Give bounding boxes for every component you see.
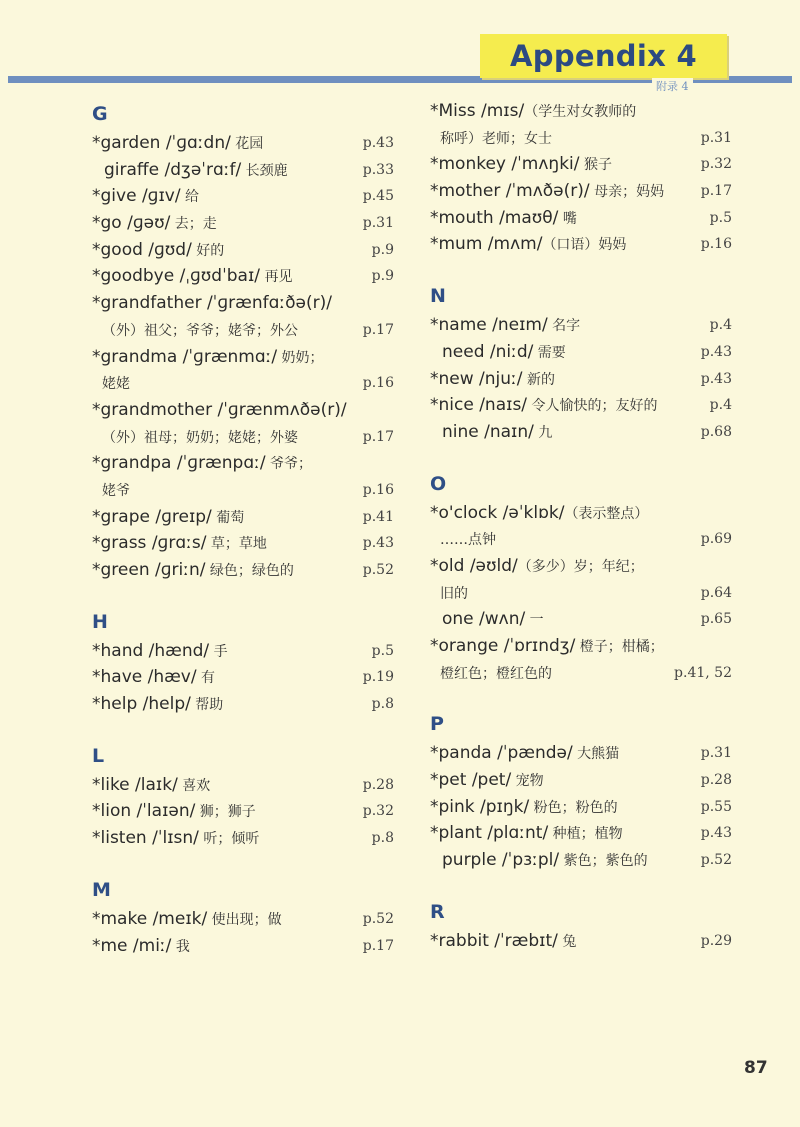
entry-line xyxy=(430,419,732,446)
entry-line xyxy=(430,526,732,553)
entry-word: *me /miː/ xyxy=(92,935,172,956)
entry-definition: 去；走 xyxy=(170,216,217,233)
entry-word: *goodbye /ˌɡʊdˈbaɪ/ xyxy=(92,266,261,287)
glossary-entry xyxy=(430,794,732,821)
entry-line xyxy=(92,370,394,397)
entry-word: *mouth /maʊθ/ xyxy=(430,207,559,228)
entry-definition: 猴子 xyxy=(579,157,612,174)
entry-line xyxy=(430,392,732,419)
entry-word: *o'clock /əˈklɒk/ xyxy=(430,502,565,523)
entry-definition: 橙红色；橙红色的 xyxy=(440,665,552,682)
entry-word: *mother /ˈmʌðə(r)/ xyxy=(430,181,590,202)
glossary-entry xyxy=(92,772,394,799)
entry-line xyxy=(92,424,394,451)
glossary-entry xyxy=(92,450,394,503)
entry-definition: 奶奶； xyxy=(277,349,324,366)
entry-definition: 兔 xyxy=(557,933,577,950)
entry-line xyxy=(430,98,732,125)
appendix-tab xyxy=(480,34,727,78)
entry-word: *mum /mʌm/ xyxy=(430,234,543,255)
entry-page-ref: p.17 xyxy=(362,321,394,338)
entry-line xyxy=(92,825,394,852)
entry-definition: （多少）岁；年纪； xyxy=(517,558,644,575)
entry-word: *nice /naɪs/ xyxy=(430,395,528,416)
entry-word: *like /laɪk/ xyxy=(92,774,178,795)
entry-word: *listen /ˈlɪsn/ xyxy=(92,828,199,849)
entry-line xyxy=(92,504,394,531)
entry-line xyxy=(430,178,732,205)
entry-page-ref: p.43 xyxy=(700,370,732,387)
entry-definition: 有 xyxy=(196,670,216,687)
glossary-entry xyxy=(430,419,732,446)
entry-page-ref: p.9 xyxy=(371,268,394,285)
entry-definition: 葡萄 xyxy=(211,509,245,526)
entry-page-ref: p.31 xyxy=(362,215,394,232)
glossary-entry xyxy=(430,606,732,633)
glossary-entry xyxy=(430,740,732,767)
glossary-entry xyxy=(92,237,394,264)
glossary-entry xyxy=(430,820,732,847)
entry-line xyxy=(430,366,732,393)
entry-definition: 种植；植物 xyxy=(548,826,623,843)
entry-line xyxy=(92,130,394,157)
entry-line xyxy=(430,312,732,339)
entry-page-ref: p.8 xyxy=(371,830,394,847)
glossary-section xyxy=(92,718,394,852)
entry-line xyxy=(430,339,732,366)
entry-definition: 粉色；粉色的 xyxy=(529,799,618,816)
entry-definition: 绿色；绿色的 xyxy=(205,563,294,579)
entry-definition: 手 xyxy=(209,643,228,660)
entry-definition: 九 xyxy=(533,424,553,441)
entry-line xyxy=(430,151,732,178)
glossary-section xyxy=(92,584,394,718)
entry-page-ref: p.64 xyxy=(700,584,732,601)
glossary-entry xyxy=(92,344,394,397)
entry-page-ref: p.17 xyxy=(362,937,394,954)
glossary-entry xyxy=(92,263,394,290)
entry-line xyxy=(430,205,732,232)
entry-definition: 给 xyxy=(180,189,200,206)
entry-line xyxy=(92,638,394,665)
entry-definition: （外）祖父；爷爷；姥爷；外公 xyxy=(102,322,298,339)
glossary-entry xyxy=(92,798,394,825)
glossary-entry xyxy=(92,183,394,210)
page-title: Appendix 4 xyxy=(510,39,697,73)
entry-definition: 我 xyxy=(171,938,190,955)
entry-page-ref: p.65 xyxy=(700,611,732,628)
glossary-entry xyxy=(92,530,394,557)
entry-definition: 新的 xyxy=(522,371,555,388)
entry-page-ref: p.4 xyxy=(709,397,732,414)
entry-definition: 嘴 xyxy=(558,210,577,227)
entry-word: *grandpa /ˈɡrænpɑː/ xyxy=(92,453,266,474)
entry-page-ref: p.41, 52 xyxy=(674,664,732,681)
entry-word: *pet /pet/ xyxy=(430,770,512,791)
entry-line xyxy=(92,290,394,317)
entry-page-ref: p.69 xyxy=(700,531,732,548)
entry-word: need /niːd/ xyxy=(442,341,534,362)
entry-word: *grandma /ˈɡrænmɑː/ xyxy=(92,346,278,367)
section-spacer xyxy=(92,852,394,874)
entry-page-ref: p.16 xyxy=(362,481,394,498)
glossary-entry xyxy=(430,178,732,205)
entry-line xyxy=(92,317,394,344)
entry-word: *grandfather /ˈɡrænfɑːðə(r)/ xyxy=(92,293,332,314)
entry-page-ref: p.4 xyxy=(709,317,732,334)
entry-definition: 草；草地 xyxy=(206,536,267,553)
entry-word: *good /ɡʊd/ xyxy=(92,239,192,260)
entry-line xyxy=(92,183,394,210)
section-letter: G xyxy=(92,103,108,125)
entry-definition: 帮助 xyxy=(190,697,224,714)
entry-definition: 姥姥 xyxy=(102,376,130,393)
entry-line xyxy=(430,606,732,633)
entry-line xyxy=(92,237,394,264)
entry-page-ref: p.55 xyxy=(700,798,732,815)
entry-page-ref: p.41 xyxy=(362,508,394,525)
entry-word: *give /ɡɪv/ xyxy=(92,186,181,207)
entry-line xyxy=(92,477,394,504)
glossary-entry xyxy=(92,397,394,450)
entry-definition: 令人愉快的；友好的 xyxy=(527,398,658,415)
entry-word: *grandmother /ˈɡrænmʌðə(r)/ xyxy=(92,399,347,420)
entry-word: *new /njuː/ xyxy=(430,368,523,389)
glossary-entry xyxy=(430,339,732,366)
glossary-section xyxy=(430,258,732,445)
section-letter: H xyxy=(92,610,108,633)
entry-page-ref: p.43 xyxy=(362,135,394,151)
entry-page-ref: p.32 xyxy=(700,156,732,173)
entry-word: *old /əʊld/ xyxy=(430,555,518,576)
glossary-entry xyxy=(92,130,394,157)
glossary-entry xyxy=(430,98,732,151)
entry-word: *green /ɡriːn/ xyxy=(92,560,206,580)
entry-definition: 听；倾听 xyxy=(198,831,260,848)
section-spacer xyxy=(92,584,394,606)
section-letter: L xyxy=(92,744,105,767)
entry-page-ref: p.28 xyxy=(362,776,394,793)
glossary-section xyxy=(430,874,732,955)
entry-line xyxy=(430,767,732,794)
entry-word: *plant /plɑːnt/ xyxy=(430,823,549,844)
glossary-column-left xyxy=(92,98,394,959)
entry-line xyxy=(430,847,732,874)
glossary-entry xyxy=(92,691,394,718)
entry-definition: 姥爷 xyxy=(102,482,130,499)
entry-word: *garden /ˈɡɑːdn/ xyxy=(92,133,231,153)
entry-page-ref: p.5 xyxy=(371,642,394,659)
entry-definition: 爷爷； xyxy=(265,456,313,473)
entry-line xyxy=(430,794,732,821)
entry-line xyxy=(92,691,394,718)
entry-line xyxy=(92,210,394,237)
glossary-section xyxy=(430,98,732,258)
glossary-entry xyxy=(430,553,732,606)
entry-line xyxy=(430,553,732,580)
entry-word: *hand /hænd/ xyxy=(92,640,210,661)
entry-definition: （外）祖母；奶奶；姥姥；外婆 xyxy=(102,429,298,446)
section-spacer xyxy=(430,258,732,280)
entry-definition: 旧的 xyxy=(440,585,468,602)
entry-definition: 橙子；柑橘； xyxy=(575,639,664,655)
entry-definition: 紫色；紫色的 xyxy=(559,853,648,870)
entry-line xyxy=(430,231,732,258)
entry-page-ref: p.16 xyxy=(362,375,394,392)
entry-page-ref: p.43 xyxy=(700,825,732,842)
entry-word: *panda /ˈpændə/ xyxy=(430,743,573,764)
entry-line xyxy=(92,906,394,933)
entry-page-ref: p.52 xyxy=(700,852,732,869)
glossary-entry xyxy=(92,664,394,691)
entry-definition: （学生对女教师的 xyxy=(524,104,637,120)
entry-word: *rabbit /ˈræbɪt/ xyxy=(430,930,558,951)
glossary-entry xyxy=(430,366,732,393)
glossary-entry xyxy=(92,290,394,343)
entry-definition: 使出现；做 xyxy=(207,911,282,928)
entry-page-ref: p.52 xyxy=(362,562,394,578)
glossary-entry xyxy=(430,500,732,553)
entry-definition: 好的 xyxy=(191,242,225,259)
entry-page-ref: p.17 xyxy=(362,428,394,445)
entry-line xyxy=(92,557,394,584)
entry-word: *go /ɡəʊ/ xyxy=(92,213,171,234)
glossary-entry xyxy=(430,633,732,686)
entry-page-ref: p.28 xyxy=(700,772,732,789)
entry-page-ref: p.9 xyxy=(371,241,394,258)
entry-definition: 长颈鹿 xyxy=(241,162,288,179)
glossary-entry xyxy=(92,504,394,531)
entry-line xyxy=(92,798,394,825)
entry-page-ref: p.31 xyxy=(700,129,732,146)
glossary-entry xyxy=(92,157,394,184)
entry-definition: ……点钟 xyxy=(440,532,496,549)
entry-line xyxy=(430,125,732,152)
section-spacer xyxy=(430,874,732,896)
entry-line xyxy=(430,660,732,687)
entry-line xyxy=(92,772,394,799)
entry-line xyxy=(92,344,394,371)
entry-word: *pink /pɪŋk/ xyxy=(430,796,530,817)
entry-page-ref: p.29 xyxy=(700,932,732,949)
glossary-entry xyxy=(92,638,394,665)
entry-definition: 大熊猫 xyxy=(572,746,620,763)
entry-definition: 喜欢 xyxy=(177,777,211,794)
glossary-entry xyxy=(430,205,732,232)
entry-word: *orange /ˈɒrɪndʒ/ xyxy=(430,636,576,656)
section-letter: P xyxy=(430,713,444,736)
glossary-section xyxy=(430,446,732,687)
section-letter: N xyxy=(430,285,446,308)
entry-word: *lion /ˈlaɪən/ xyxy=(92,801,196,822)
entry-page-ref: p.45 xyxy=(362,188,394,205)
page-subtitle: 附录 4 xyxy=(652,78,693,94)
entry-line xyxy=(92,157,394,184)
entry-definition: 再见 xyxy=(260,269,293,286)
section-spacer xyxy=(92,718,394,740)
glossary-entry xyxy=(92,825,394,852)
entry-word: *make /meɪk/ xyxy=(92,908,208,929)
entry-definition: 狮；狮子 xyxy=(195,804,256,821)
glossary-entry xyxy=(92,906,394,933)
entry-word: *monkey /ˈmʌŋki/ xyxy=(430,154,580,175)
entry-line xyxy=(430,500,732,527)
entry-line xyxy=(430,580,732,607)
entry-page-ref: p.5 xyxy=(709,209,732,226)
glossary-entry xyxy=(430,847,732,874)
entry-line xyxy=(430,928,732,955)
entry-word: *have /hæv/ xyxy=(92,667,197,688)
entry-line xyxy=(430,820,732,847)
entry-word: *help /help/ xyxy=(92,694,191,715)
entry-definition: 花园 xyxy=(230,136,264,152)
entry-line xyxy=(92,263,394,290)
glossary-entry xyxy=(92,557,394,584)
entry-page-ref: p.19 xyxy=(362,669,394,686)
glossary-entry xyxy=(430,928,732,955)
glossary-entry xyxy=(430,767,732,794)
entry-word: *grape /ɡreɪp/ xyxy=(92,506,212,527)
entry-word: *Miss /mɪs/ xyxy=(430,101,525,121)
entry-definition: 宠物 xyxy=(511,773,544,790)
entry-word: purple /ˈpɜːpl/ xyxy=(442,850,560,871)
entry-definition: 一 xyxy=(525,612,544,629)
section-letter: R xyxy=(430,900,445,923)
glossary-section xyxy=(92,852,394,959)
entry-line xyxy=(430,740,732,767)
entry-page-ref: p.32 xyxy=(362,803,394,820)
entry-page-ref: p.31 xyxy=(700,745,732,762)
entry-word: giraffe /dʒəˈrɑːf/ xyxy=(104,159,242,180)
glossary-entry xyxy=(430,231,732,258)
glossary-column-right xyxy=(430,98,732,955)
entry-page-ref: p.43 xyxy=(700,343,732,360)
entry-line xyxy=(92,933,394,960)
entry-page-ref: p.52 xyxy=(362,910,394,927)
section-letter: O xyxy=(430,472,447,495)
entry-page-ref: p.16 xyxy=(700,236,732,253)
section-spacer xyxy=(430,686,732,708)
entry-line xyxy=(92,397,394,424)
entry-line xyxy=(92,450,394,477)
entry-page-ref: p.43 xyxy=(362,535,394,552)
entry-word: *name /neɪm/ xyxy=(430,315,548,336)
entry-definition: 名字 xyxy=(547,318,581,335)
entry-definition: 需要 xyxy=(533,344,566,361)
entry-line xyxy=(430,633,732,660)
glossary-entry xyxy=(430,392,732,419)
entry-word: *grass /ɡrɑːs/ xyxy=(92,533,207,554)
glossary-entry xyxy=(92,933,394,960)
entry-word: nine /naɪn/ xyxy=(442,421,534,442)
entry-line xyxy=(92,530,394,557)
entry-definition: 称呼）老师；女士 xyxy=(440,130,552,147)
glossary-section xyxy=(430,686,732,873)
entry-definition: 母亲；妈妈 xyxy=(589,184,665,201)
entry-definition: （表示整点） xyxy=(564,505,649,522)
page-number: 87 xyxy=(744,1058,768,1078)
entry-page-ref: p.17 xyxy=(700,183,732,200)
entry-word: one /wʌn/ xyxy=(442,609,526,630)
entry-definition: （口语）妈妈 xyxy=(542,237,627,254)
entry-page-ref: p.8 xyxy=(371,696,394,713)
section-letter: M xyxy=(92,878,111,901)
glossary-section xyxy=(92,98,394,584)
glossary-entry xyxy=(430,151,732,178)
entry-page-ref: p.68 xyxy=(700,423,732,440)
entry-line xyxy=(92,664,394,691)
section-spacer xyxy=(430,446,732,468)
glossary-entry xyxy=(92,210,394,237)
glossary-entry xyxy=(430,312,732,339)
entry-page-ref: p.33 xyxy=(362,161,394,178)
